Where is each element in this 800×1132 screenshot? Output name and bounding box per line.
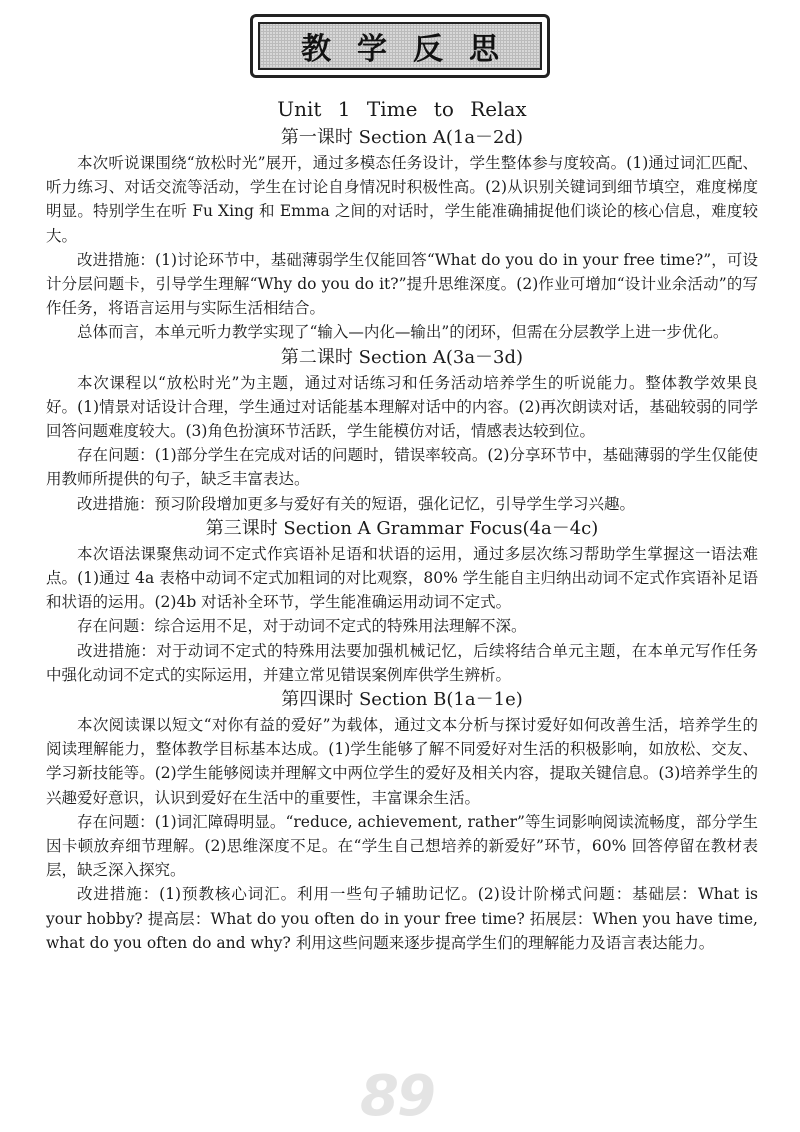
lesson-heading: 第四课时 Section B(1a－1e)	[281, 689, 523, 711]
paragraph: 总体而言，本单元听力教学实现了“输入—内化—输出”的闭环，但需在分层教学上进一步优化。	[77, 323, 729, 342]
lesson-section-1	[46, 125, 758, 345]
document-body	[46, 96, 758, 955]
paragraph: 存在问题：(1)词汇障碍明显。“reduce, achievement, rather”等生词影响阅读流畅度，部分学生因卡顿放弃细节理解。(2)思维深度不足。在“学生自己想培养的新爱好”环节，60% 回答停留在教材表层，缺乏深入探究。	[46, 812, 758, 880]
lesson-heading: 第一课时 Section A(1a－2d)	[280, 127, 524, 148]
page-title: 教学反思	[301, 32, 525, 67]
lesson-section-4	[46, 687, 758, 955]
lesson-heading: 第二课时 Section A(3a－3d)	[280, 346, 524, 368]
page-number: 89	[360, 1064, 434, 1129]
title-banner	[250, 14, 550, 78]
unit-title: Unit 1 Time to Relax	[277, 97, 527, 121]
paragraph: 改进措施：对于动词不定式的特殊用法要加强机械记忆，后续将结合单元主题，在本单元写作任务中强化动词不定式的实际运用，并建立常见错误案例库供学生辨析。	[46, 641, 758, 684]
lesson-section-2	[46, 345, 758, 516]
paragraph: 本次语法课聚焦动词不定式作宾语补足语和状语的运用，通过多层次练习帮助学生掌握这一语法难点。(1)通过 4a 表格中动词不定式加粗词的对比观察，80% 学生能自主归纳出动词不定式作宾语补足语和状语的运用。(2)4b 对话补全环节，学生能准确运用动词不定式。	[46, 544, 758, 612]
paragraph: 本次听说课围绕“放松时光”展开，通过多模态任务设计，学生整体参与度较高。(1)通过词汇匹配、听力练习、对话交流等活动，学生在讨论自身情况时积极性高。(2)从识别关键词到细节填空，难度梯度明显。特别学生在听 Fu Xing 和 Emma 之间的对话时，学生能准确捕捉他们谈论的核心信息，难度较大。	[46, 154, 758, 245]
paragraph: 改进措施：(1)讨论环节中，基础薄弱学生仅能回答“What do you do in your free time?”，可设计分层问题卡，引导学生理解“Why do you do it?”提升思维深度。(2)作业可增加“设计业余活动”的写作任务，将语言运用与实际生活相结合。	[46, 250, 758, 318]
paragraph: 存在问题：综合运用不足，对于动词不定式的特殊用法理解不深。	[77, 617, 527, 636]
paragraph: 改进措施：(1)预教核心词汇。利用一些句子辅助记忆。(2)设计阶梯式问题：基础层：What is your hobby? 提高层：What do you often do in your free time? 拓展层：When you have time, what do you often do and why? 利用这些问题来逐步提高学生们的理解能力及语言表达能力。	[46, 885, 758, 952]
paragraph: 本次课程以“放松时光”为主题，通过对话练习和任务活动培养学生的听说能力。整体教学效果良好。(1)情景对话设计合理，学生通过对话能基本理解对话中的内容。(2)再次朗读对话，基础较弱的同学回答问题难度较大。(3)角色扮演环节活跃，学生能模仿对话，情感表达较到位。	[46, 373, 758, 441]
paragraph: 存在问题：(1)部分学生在完成对话的问题时，错误率较高。(2)分享环节中，基础薄弱的学生仅能使用教师所提供的句子，缺乏丰富表达。	[46, 446, 758, 489]
paragraph: 本次阅读课以短文“对你有益的爱好”为载体，通过文本分析与探讨爱好如何改善生活，培养学生的阅读理解能力，整体教学目标基本达成。(1)学生能够了解不同爱好对生活的积极影响，如放松、交友、学习新技能等。(2)学生能够阅读并理解文中两位学生的爱好及相关内容，提取关键信息。(3)培养学生的兴趣爱好意识，认识到爱好在生活中的重要性，丰富课余生活。	[46, 716, 758, 807]
banner-inner-frame	[258, 22, 542, 70]
paragraph: 改进措施：预习阶段增加更多与爱好有关的短语，强化记忆，引导学生学习兴趣。	[77, 494, 636, 513]
lesson-heading: 第三课时 Section A Grammar Focus(4a－4c)	[205, 517, 599, 539]
lesson-section-3	[46, 516, 758, 687]
